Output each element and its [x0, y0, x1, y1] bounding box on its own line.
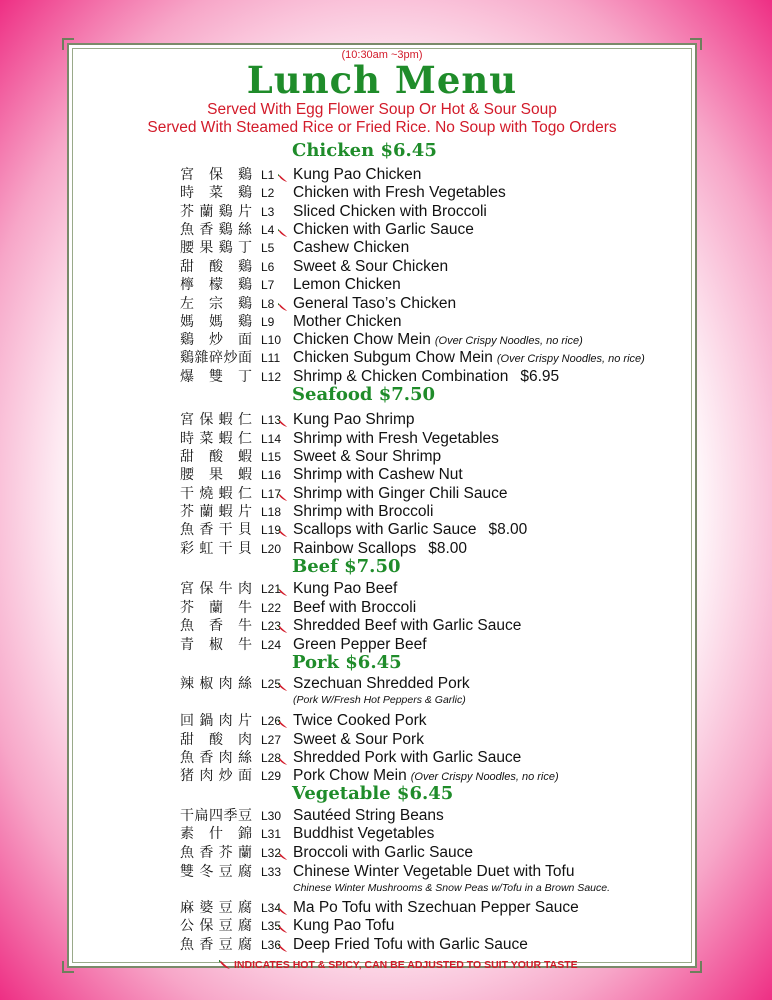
- item-chinese-name: 干燒蝦仁: [180, 486, 252, 502]
- item-chinese-name: 時菜鷄: [180, 185, 252, 201]
- menu-item: [69, 184, 695, 202]
- item-code: L7: [261, 278, 275, 292]
- chili-pepper-icon: [278, 225, 287, 234]
- item-code: L20: [261, 542, 282, 556]
- menu-item: [69, 899, 695, 917]
- menu-item: [69, 825, 695, 843]
- menu-item: [69, 712, 695, 730]
- item-english-name: [293, 540, 467, 558]
- menu-item: [69, 540, 695, 558]
- menu-item: [69, 466, 695, 484]
- menu-item: [69, 844, 695, 862]
- item-english-name: [293, 521, 527, 539]
- item-chinese-name: 麻婆豆腐: [180, 900, 252, 916]
- item-name-text: Chicken with Garlic Sauce: [293, 221, 474, 238]
- item-chinese-name: 宮保蝦仁: [180, 412, 252, 428]
- item-chinese-name: 芥蘭蝦片: [180, 504, 252, 520]
- item-english-name: [293, 411, 415, 429]
- item-code: L35: [261, 919, 282, 933]
- menu-item: [69, 485, 695, 503]
- item-name-text: Sweet & Sour Pork: [293, 731, 424, 748]
- item-code: L8: [261, 297, 275, 311]
- menu-item: [69, 221, 695, 239]
- item-chinese-name: 腰果蝦: [180, 467, 252, 483]
- item-code: L34: [261, 901, 282, 915]
- item-code: L12: [261, 370, 282, 384]
- item-code: L3: [261, 205, 275, 219]
- item-name-text: Sweet & Sour Chicken: [293, 258, 449, 275]
- item-name-text: Beef with Broccoli: [293, 599, 417, 616]
- spicy-legend: [219, 959, 578, 971]
- item-code: L25: [261, 677, 282, 691]
- item-chinese-name: 宮保鷄: [180, 167, 252, 183]
- menu-item: [69, 936, 695, 954]
- item-code: L14: [261, 432, 282, 446]
- item-english-name: [293, 617, 521, 635]
- rice-note: Served With Steamed Rice or Fried Rice. No Soup with Togo Orders: [147, 119, 617, 136]
- item-name-text: Shrimp with Broccoli: [293, 503, 434, 520]
- item-code: L2: [261, 186, 275, 200]
- item-english-name: [293, 239, 409, 257]
- item-code: L24: [261, 638, 282, 652]
- menu-page: [67, 43, 697, 971]
- category-pork: Pork $6.45: [292, 652, 402, 673]
- menu-item: [69, 258, 695, 276]
- item-name-text: Shrimp with Ginger Chili Sauce: [293, 485, 508, 502]
- item-chinese-name: 干扁四季豆: [180, 808, 252, 824]
- item-code: L26: [261, 714, 282, 728]
- item-chinese-name: 甜酸鷄: [180, 259, 252, 275]
- menu-item: [69, 331, 695, 349]
- item-english-name: [293, 448, 441, 466]
- item-english-name: [293, 276, 401, 294]
- item-code: L19: [261, 523, 282, 537]
- item-english-name: [293, 368, 559, 386]
- item-code: L11: [261, 351, 281, 365]
- menu-item: [69, 276, 695, 294]
- item-name-text: Szechuan Shredded Pork: [293, 675, 470, 692]
- category-seafood: Seafood $7.50: [292, 384, 436, 405]
- item-english-name: [293, 295, 456, 313]
- item-english-name: [293, 331, 583, 350]
- item-code: L22: [261, 601, 282, 615]
- chili-pepper-icon: [278, 679, 287, 688]
- item-chinese-name: 公保豆腐: [180, 918, 252, 934]
- item-chinese-name: 素什錦: [180, 826, 252, 842]
- chili-pepper-icon: [278, 921, 287, 930]
- chili-pepper-icon: [278, 415, 287, 424]
- item-chinese-name: 猪肉炒面: [180, 768, 252, 784]
- menu-item: [69, 521, 695, 539]
- item-name-text: Kung Pao Beef: [293, 580, 398, 597]
- item-chinese-name: 甜酸肉: [180, 732, 252, 748]
- item-english-name: [293, 580, 397, 598]
- item-english-name: [293, 863, 574, 881]
- item-code: L30: [261, 809, 282, 823]
- item-code: L27: [261, 733, 282, 747]
- chili-pepper-icon: [278, 584, 287, 593]
- item-code: L6: [261, 260, 275, 274]
- item-name-text: Green Pepper Beef: [293, 636, 427, 653]
- item-english-name: [293, 485, 508, 503]
- menu-item: [69, 863, 695, 881]
- menu-item: [69, 731, 695, 749]
- item-chinese-name: 魚香豆腐: [180, 937, 252, 953]
- item-chinese-name: 宮保牛肉: [180, 581, 252, 597]
- item-english-name: [293, 636, 427, 654]
- item-code: L13: [261, 413, 282, 427]
- item-chinese-name: 芥蘭牛: [180, 600, 252, 616]
- item-chinese-name: 腰果鷄丁: [180, 240, 252, 256]
- item-english-name: [293, 349, 645, 368]
- chili-pepper-icon: [278, 903, 287, 912]
- item-chinese-name: 檸檬鷄: [180, 277, 252, 293]
- item-name-text: Twice Cooked Pork: [293, 712, 427, 729]
- item-chinese-name: 左宗鷄: [180, 296, 252, 312]
- item-code: L4: [261, 223, 275, 237]
- item-english-name: [293, 466, 463, 484]
- item-description: Chinese Winter Mushrooms & Snow Peas w/Tofu in a Brown Sauce.: [293, 882, 610, 894]
- item-price: $8.00: [488, 521, 528, 538]
- menu-item: [69, 767, 695, 785]
- spicy-legend-text: INDICATES HOT & SPICY, CAN BE ADJUSTED TO SUIT YOUR TASTE: [234, 959, 578, 971]
- item-name-text: Deep Fried Tofu with Garlic Sauce: [293, 936, 528, 953]
- item-code: L33: [261, 865, 282, 879]
- item-name-text: Pork Chow Mein: [293, 767, 407, 784]
- item-code: L36: [261, 938, 282, 952]
- page-title: Lunch Menu: [246, 58, 518, 102]
- item-name-text: Kung Pao Tofu: [293, 917, 395, 934]
- category-vegetable: Vegetable $6.45: [292, 783, 454, 804]
- item-name-text: Lemon Chicken: [293, 276, 401, 293]
- item-code: L9: [261, 315, 275, 329]
- item-name-text: Sliced Chicken with Broccoli: [293, 203, 487, 220]
- item-english-name: [293, 184, 506, 202]
- item-code: L21: [261, 582, 282, 596]
- item-chinese-name: 魚香干貝: [180, 522, 252, 538]
- menu-item: [69, 503, 695, 521]
- item-chinese-name: 魚香鷄絲: [180, 222, 252, 238]
- item-name-text: Chicken Subgum Chow Mein: [293, 349, 493, 366]
- item-price: $8.00: [428, 540, 468, 557]
- menu-item: [69, 430, 695, 448]
- item-english-name: [293, 825, 434, 843]
- menu-item: [69, 239, 695, 257]
- corner-ornament: [690, 961, 702, 973]
- item-code: L32: [261, 846, 282, 860]
- item-name-text: Broccoli with Garlic Sauce: [293, 844, 474, 861]
- item-english-name: [293, 313, 402, 331]
- menu-item: [69, 636, 695, 654]
- item-code: L23: [261, 619, 282, 633]
- item-code: L10: [261, 333, 282, 347]
- soup-note: Served With Egg Flower Soup Or Hot & Sour Soup: [207, 101, 557, 118]
- item-chinese-name: 爆雙丁: [180, 369, 252, 385]
- item-price: $6.95: [520, 368, 560, 385]
- item-english-name: [293, 712, 427, 730]
- item-chinese-name: 魚香牛: [180, 618, 252, 634]
- item-name-text: Ma Po Tofu with Szechuan Pepper Sauce: [293, 899, 579, 916]
- item-english-name: [293, 203, 487, 221]
- lunch-hours: (10:30am ~3pm): [341, 49, 423, 61]
- item-name-text: Rainbow Scallops: [293, 540, 417, 557]
- item-description: (Pork W/Fresh Hot Peppers & Garlic): [293, 694, 466, 706]
- chili-pepper-icon: [278, 716, 287, 725]
- item-english-name: [293, 899, 579, 917]
- item-chinese-name: 時菜蝦仁: [180, 431, 252, 447]
- item-english-name: [293, 749, 521, 767]
- menu-item: [69, 313, 695, 331]
- menu-item: [69, 580, 695, 598]
- item-chinese-name: 鷄炒面: [180, 332, 252, 348]
- item-chinese-name: 魚香肉絲: [180, 750, 252, 766]
- corner-ornament: [62, 961, 74, 973]
- item-chinese-name: 回鍋肉片: [180, 713, 252, 729]
- menu-item: [69, 917, 695, 935]
- chili-pepper-icon: [278, 848, 287, 857]
- item-name-text: Sweet & Sour Shrimp: [293, 448, 442, 465]
- item-name-text: General Taso’s Chicken: [293, 295, 457, 312]
- category-chicken: Chicken $6.45: [292, 140, 437, 161]
- item-english-name: [293, 503, 433, 521]
- item-english-name: [293, 258, 448, 276]
- chili-pepper-icon: [278, 170, 287, 179]
- item-english-name: [293, 675, 470, 693]
- item-english-name: [293, 807, 444, 825]
- category-beef: Beef $7.50: [292, 556, 401, 577]
- item-note: (Over Crispy Noodles, no rice): [434, 335, 583, 347]
- item-chinese-name: 雙冬豆腐: [180, 864, 252, 880]
- item-name-text: Chinese Winter Vegetable Duet with Tofu: [293, 863, 575, 880]
- menu-item: [69, 675, 695, 693]
- item-english-name: [293, 936, 528, 954]
- item-name-text: Shredded Beef with Garlic Sauce: [293, 617, 522, 634]
- item-name-text: Sautéed String Beans: [293, 807, 444, 824]
- item-chinese-name: 彩虹干貝: [180, 541, 252, 557]
- menu-item: [69, 368, 695, 386]
- menu-item: [69, 411, 695, 429]
- menu-item: [69, 599, 695, 617]
- item-code: L31: [261, 827, 282, 841]
- item-english-name: [293, 917, 394, 935]
- item-name-text: Shrimp & Chicken Combination: [293, 368, 509, 385]
- item-name-text: Shrimp with Fresh Vegetables: [293, 430, 499, 447]
- item-code: L17: [261, 487, 282, 501]
- chili-pepper-icon: [278, 525, 287, 534]
- menu-item: [69, 749, 695, 767]
- item-name-text: Shredded Pork with Garlic Sauce: [293, 749, 522, 766]
- item-name-text: Buddhist Vegetables: [293, 825, 435, 842]
- item-chinese-name: 媽媽鷄: [180, 314, 252, 330]
- item-code: L18: [261, 505, 282, 519]
- menu-item: [69, 166, 695, 184]
- item-name-text: Chicken Chow Mein: [293, 331, 431, 348]
- menu-item: [69, 203, 695, 221]
- item-chinese-name: 青椒牛: [180, 637, 252, 653]
- item-name-text: Kung Pao Shrimp: [293, 411, 415, 428]
- chili-pepper-icon: [278, 621, 287, 630]
- item-note: (Over Crispy Noodles, no rice): [410, 771, 559, 783]
- chili-pepper-icon: [278, 753, 287, 762]
- chili-pepper-icon: [278, 299, 287, 308]
- item-chinese-name: 魚香芥蘭: [180, 845, 252, 861]
- item-name-text: Scallops with Garlic Sauce: [293, 521, 477, 538]
- item-name-text: Kung Pao Chicken: [293, 166, 422, 183]
- item-english-name: [293, 166, 421, 184]
- menu-item: [69, 349, 695, 367]
- menu-item: [69, 295, 695, 313]
- item-chinese-name: 辣椒肉絲: [180, 676, 252, 692]
- item-english-name: [293, 731, 424, 749]
- item-name-text: Cashew Chicken: [293, 239, 410, 256]
- menu-item: [69, 448, 695, 466]
- item-english-name: [293, 599, 416, 617]
- item-code: L5: [261, 241, 275, 255]
- item-code: L1: [261, 168, 275, 182]
- item-note: (Over Crispy Noodles, no rice): [496, 353, 645, 365]
- item-english-name: [293, 430, 499, 448]
- item-english-name: [293, 767, 559, 786]
- menu-item: [69, 617, 695, 635]
- item-code: L29: [261, 769, 282, 783]
- item-name-text: Shrimp with Cashew Nut: [293, 466, 463, 483]
- item-chinese-name: 芥蘭鷄片: [180, 204, 252, 220]
- item-name-text: Mother Chicken: [293, 313, 402, 330]
- item-name-text: Chicken with Fresh Vegetables: [293, 184, 506, 201]
- item-code: L28: [261, 751, 282, 765]
- item-chinese-name: 鷄雜碎炒面: [180, 350, 252, 366]
- item-chinese-name: 甜酸蝦: [180, 449, 252, 465]
- chili-pepper-icon: [278, 940, 287, 949]
- chili-pepper-icon: [219, 960, 231, 970]
- item-code: L15: [261, 450, 282, 464]
- item-english-name: [293, 221, 474, 239]
- item-code: L16: [261, 468, 282, 482]
- item-english-name: [293, 844, 473, 862]
- menu-item: [69, 807, 695, 825]
- chili-pepper-icon: [278, 489, 287, 498]
